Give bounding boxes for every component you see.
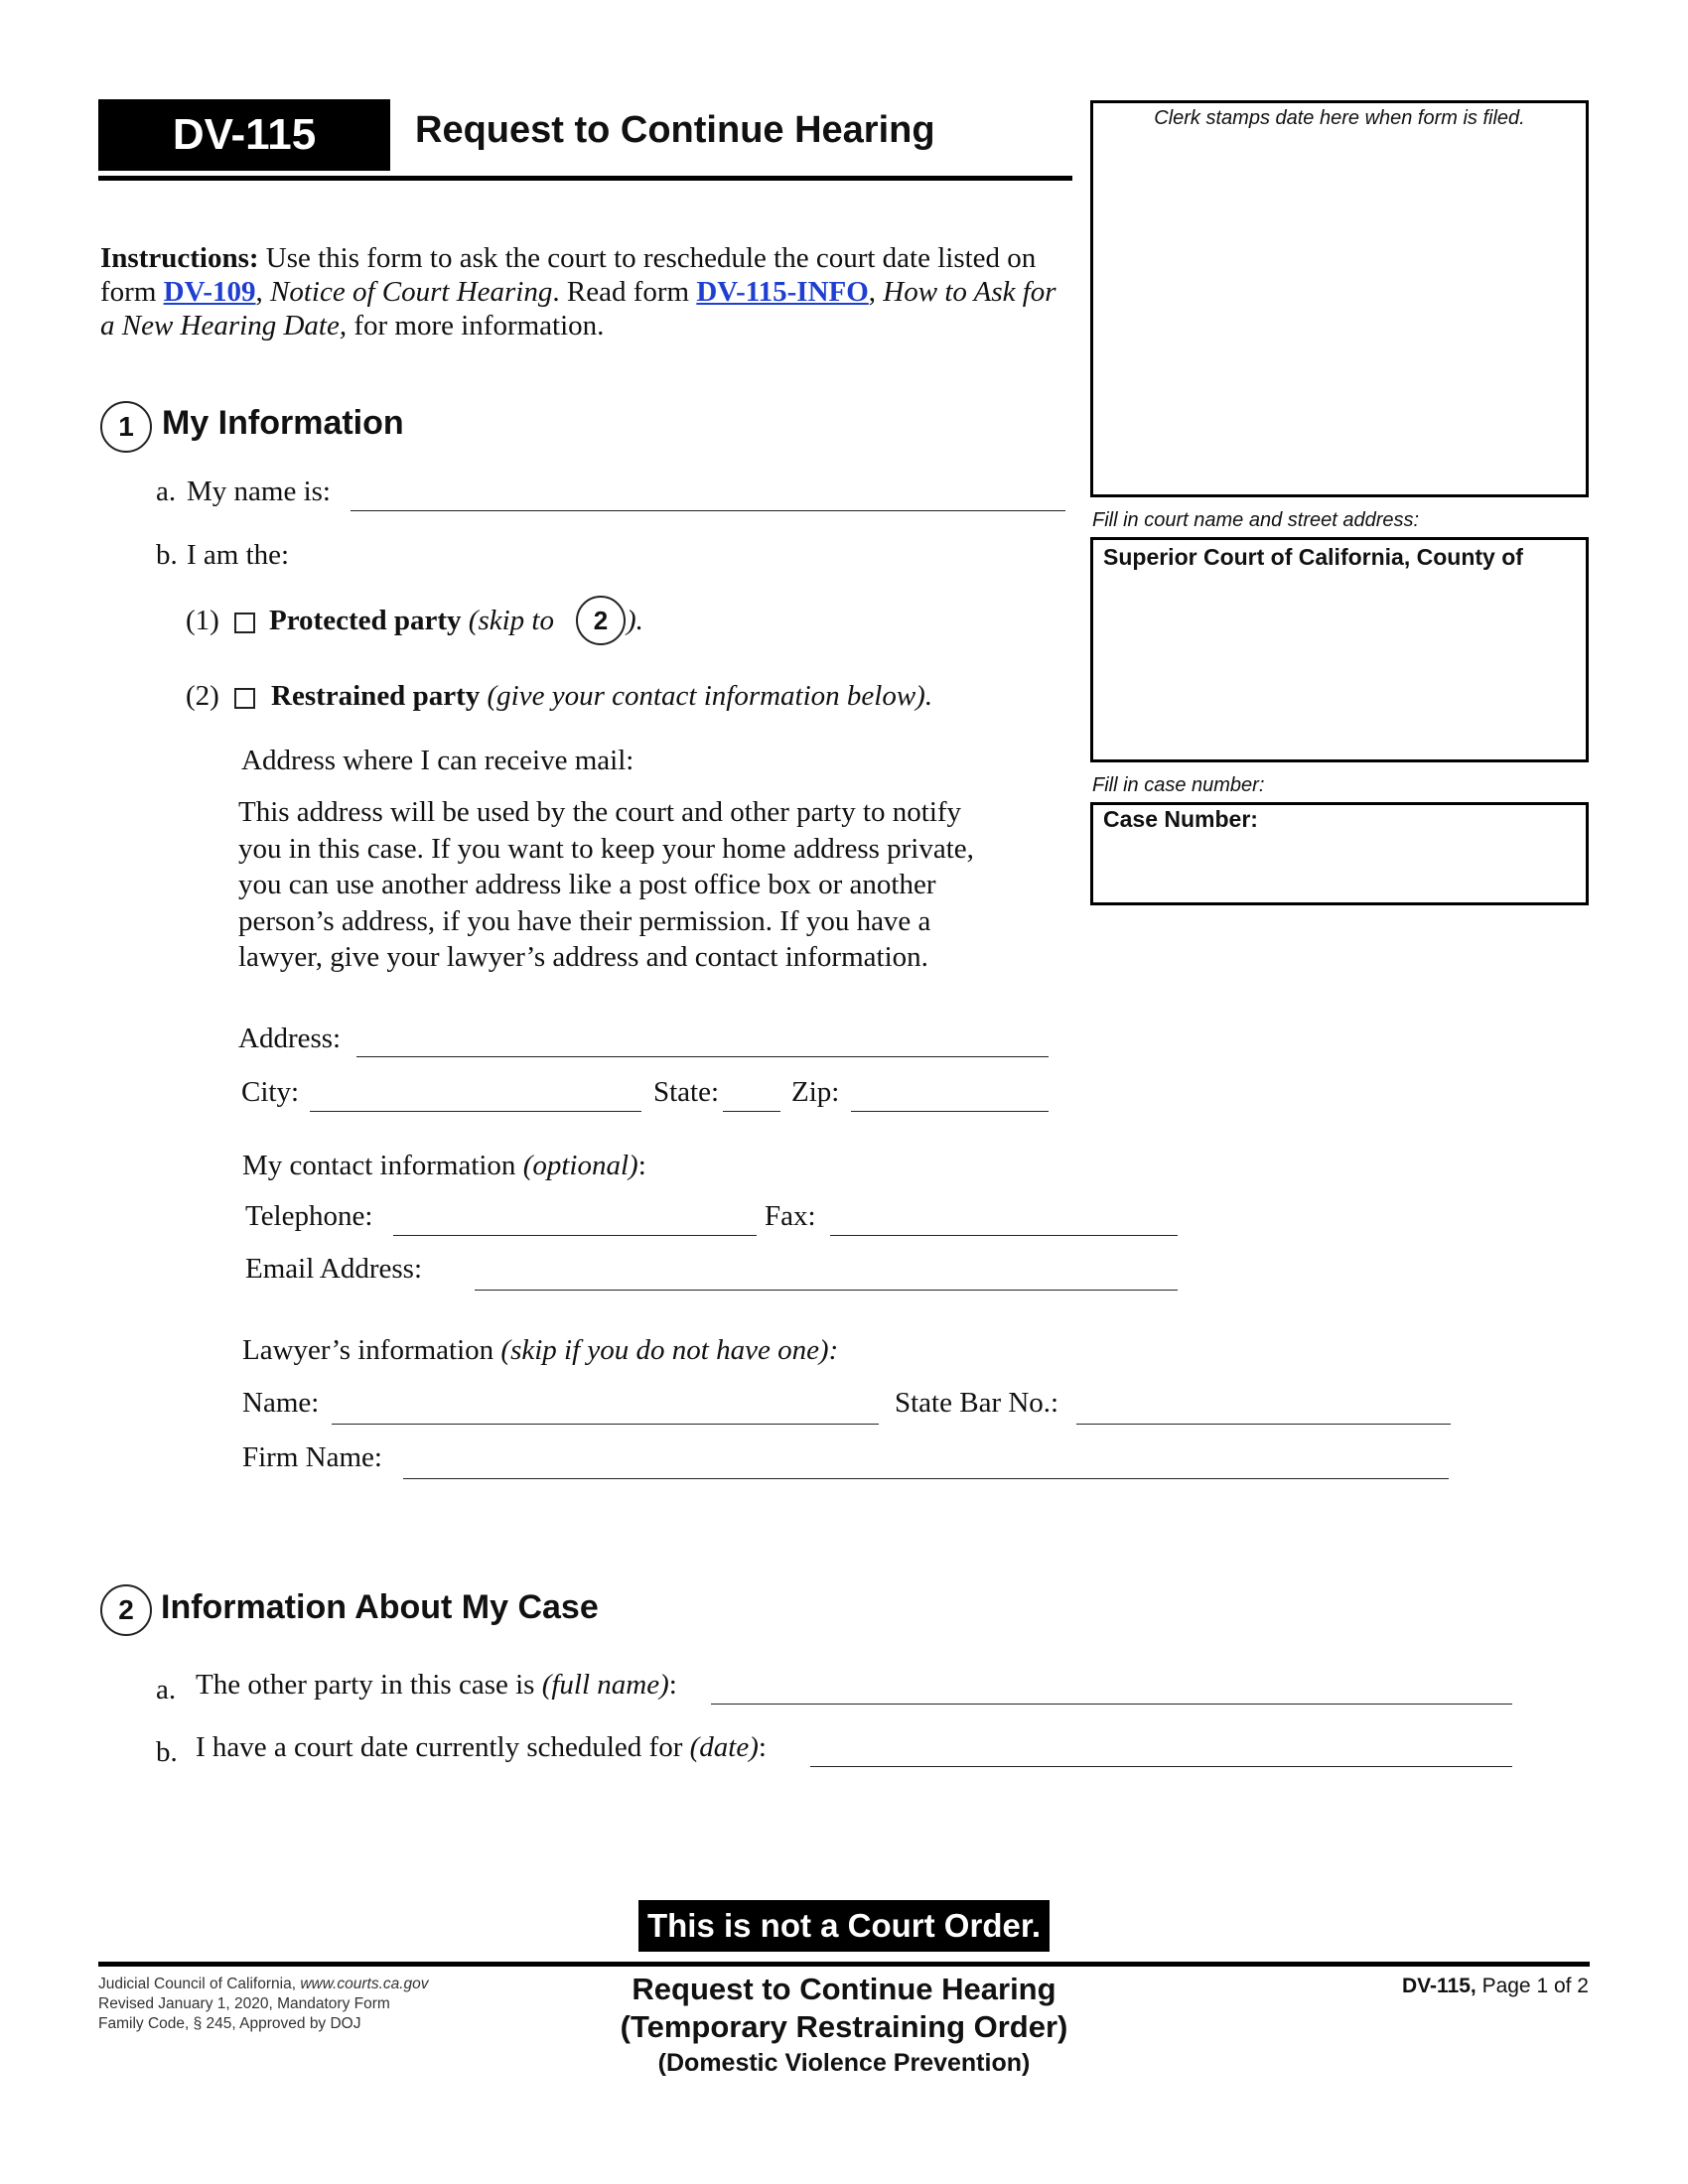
state-label: State: — [653, 1076, 720, 1108]
court-name-label: Superior Court of California, County of — [1103, 544, 1523, 570]
state-input-line[interactable] — [723, 1111, 780, 1112]
email-label: Email Address: — [245, 1253, 423, 1285]
court-date-italic: (date) — [689, 1731, 759, 1763]
state-bar-input-line[interactable] — [1076, 1424, 1451, 1425]
instructions-text: , — [255, 276, 271, 308]
footer-page — [1402, 1975, 1589, 1998]
section-number-badge: 2 — [100, 1584, 152, 1636]
other-party-italic: (full name) — [541, 1669, 669, 1701]
link-dv-115-info[interactable]: DV-115-INFO — [696, 276, 869, 308]
option-number: (1) — [186, 605, 219, 636]
instructions-text: for more information. — [347, 310, 605, 341]
role-label: I am the: — [187, 539, 290, 571]
footer-subtitle: (Temporary Restraining Order) — [620, 2009, 1068, 2044]
other-party-input-line[interactable] — [711, 1704, 1512, 1705]
field-letter: b. — [156, 539, 178, 571]
court-date-colon: : — [758, 1731, 767, 1763]
email-input-line[interactable] — [475, 1290, 1178, 1291]
protected-party-label — [269, 605, 554, 637]
instructions-label: Instructions: — [100, 242, 259, 274]
footer-form-id: DV-115, — [1402, 1975, 1477, 1997]
lawyer-name-input-line[interactable] — [332, 1424, 879, 1425]
contact-heading-text: My contact information — [242, 1150, 516, 1181]
zip-label: Zip: — [791, 1076, 840, 1108]
clerk-stamp-box — [1090, 100, 1589, 497]
case-number-label: Case Number: — [1103, 806, 1258, 832]
zip-input-line[interactable] — [851, 1111, 1049, 1112]
clerk-stamp-label: Clerk stamps date here when form is filed. — [1154, 107, 1525, 129]
name-label: My name is: — [187, 476, 331, 507]
court-box-caption: Fill in court name and street address: — [1092, 509, 1420, 531]
skip-to-section-badge: 2 — [576, 596, 626, 645]
city-label: City: — [241, 1076, 300, 1108]
fax-label: Fax: — [765, 1200, 816, 1232]
mail-paragraph-line: you can use another address like a post office box or another — [238, 869, 936, 900]
other-party-label — [196, 1669, 677, 1702]
footer-title: Request to Continue Hearing — [632, 1972, 1056, 2006]
court-name-box[interactable] — [1090, 537, 1589, 762]
section-number-badge: 1 — [100, 401, 152, 453]
footer-left — [98, 1975, 429, 2034]
mail-paragraph — [238, 794, 974, 976]
field-letter: a. — [156, 476, 177, 507]
restrained-note: (give your contact information below). — [487, 680, 933, 712]
instructions — [100, 241, 1068, 342]
restrained-party-checkbox[interactable] — [234, 688, 255, 709]
not-court-order-text: This is not a Court Order. — [646, 1907, 1042, 1944]
instructions-text: Use this form to ask the court to reschedule the court date listed on form — [100, 242, 1037, 308]
page-title: Request to Continue Hearing — [415, 109, 935, 151]
skip-note: (skip to — [468, 605, 554, 636]
footer-center — [546, 1971, 1142, 2080]
mail-heading: Address where I can receive mail: — [241, 745, 634, 776]
address-input-line[interactable] — [356, 1056, 1049, 1057]
other-party-colon: : — [668, 1669, 677, 1701]
contact-heading — [242, 1150, 646, 1182]
lawyer-name-label: Name: — [242, 1387, 320, 1419]
other-party-text: The other party in this case is — [196, 1669, 535, 1701]
fax-input-line[interactable] — [830, 1235, 1178, 1236]
mail-paragraph-line: you in this case. If you want to keep your home address private, — [238, 832, 974, 865]
court-date-input-line[interactable] — [810, 1766, 1512, 1767]
court-date-label — [196, 1731, 767, 1764]
instructions-text: , — [868, 276, 884, 308]
footer-publisher: Judicial Council of California, — [98, 1976, 301, 1992]
firm-name-input-line[interactable] — [403, 1478, 1449, 1479]
telephone-label: Telephone: — [245, 1200, 373, 1232]
court-date-text: I have a court date currently scheduled for — [196, 1731, 683, 1763]
footer-website: www.courts.ca.gov — [300, 1976, 429, 1992]
footer-subtitle-2: (Domestic Violence Prevention) — [657, 2049, 1031, 2077]
contact-colon: : — [637, 1150, 646, 1181]
field-letter: b. — [156, 1736, 178, 1768]
mail-paragraph-line: lawyer, give your lawyer’s address and contact information. — [238, 941, 928, 973]
footer-revised: Revised January 1, 2020, Mandatory Form — [98, 1995, 390, 2012]
lawyer-heading — [242, 1334, 838, 1367]
lawyer-note: (skip if you do not have one): — [500, 1334, 839, 1366]
telephone-input-line[interactable] — [393, 1235, 757, 1236]
protected-party-checkbox[interactable] — [234, 613, 255, 633]
protected-party-text: Protected party — [269, 605, 462, 636]
name-input-line[interactable] — [351, 510, 1065, 511]
field-letter: a. — [156, 1674, 177, 1706]
link-dv-109[interactable]: DV-109 — [163, 276, 256, 308]
state-bar-label: State Bar No.: — [895, 1387, 1059, 1419]
contact-optional: (optional) — [522, 1150, 638, 1181]
footer-page-number: Page 1 of 2 — [1476, 1975, 1589, 1997]
footer-rule — [98, 1962, 1590, 1967]
option-number: (2) — [186, 680, 219, 712]
header-rule — [98, 176, 1072, 181]
instructions-text: . Read form — [552, 276, 697, 308]
section-title: Information About My Case — [161, 1588, 599, 1626]
case-box-caption: Fill in case number: — [1092, 774, 1265, 796]
case-number-box[interactable] — [1090, 802, 1589, 905]
mail-paragraph-line: person’s address, if you have their permission. If you have a — [238, 904, 931, 937]
instructions-italic: Notice of Court Hearing — [270, 276, 553, 308]
skip-note-end: ). — [627, 605, 643, 636]
address-label: Address: — [238, 1023, 342, 1054]
mail-paragraph-line: This address will be used by the court and other party to notify — [238, 796, 962, 828]
restrained-party-label — [271, 680, 932, 713]
city-input-line[interactable] — [310, 1111, 641, 1112]
form-id: DV-115 — [172, 110, 317, 159]
lawyer-heading-text: Lawyer’s information — [242, 1334, 494, 1366]
footer-publisher-line — [98, 1975, 429, 1994]
section-title: My Information — [162, 404, 404, 442]
form-id-badge — [98, 99, 390, 171]
not-court-order-notice — [638, 1900, 1050, 1952]
firm-name-label: Firm Name: — [242, 1441, 382, 1473]
restrained-party-text: Restrained party — [271, 680, 481, 712]
footer-code: Family Code, § 245, Approved by DOJ — [98, 2015, 361, 2032]
instructions-italic: How to Ask for a New Hearing Date, — [100, 276, 1056, 341]
